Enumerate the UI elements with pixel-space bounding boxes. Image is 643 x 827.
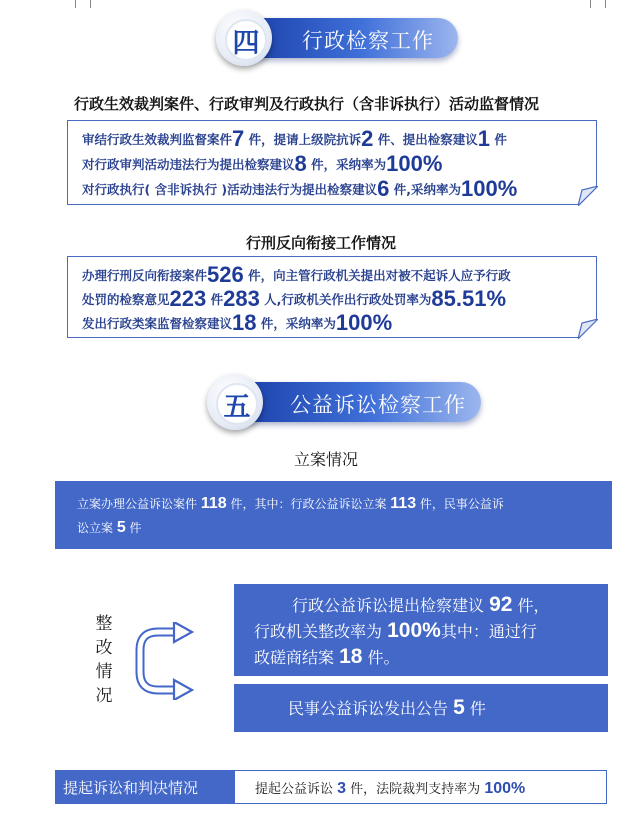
section4-badge-number: 四: [225, 19, 267, 61]
section5-subtitle-filing: 立案情况: [294, 450, 359, 469]
stat-number: 113: [390, 495, 417, 512]
stat-number: 5: [116, 519, 126, 536]
folded-corner-icon: [578, 186, 598, 206]
stat-number: 100%: [386, 151, 443, 176]
section5-badge-number: 五: [216, 383, 258, 425]
supervision-line-1: 审结行政生效裁判监督案件7 件，提请上级院抗诉2 件、提出检察建议1 件: [82, 126, 507, 151]
admin-line-2: 行政机关整改率为 100%其中：通过行: [254, 619, 537, 642]
litigation-line: 提起公益诉讼 3 件，法院裁判支持率为 100%: [255, 780, 526, 797]
cycle-arrow-icon: [134, 622, 196, 700]
rectification-label: 整 改 情 况: [95, 614, 113, 706]
supervision-line-2: 对行政审判活动违法行为提出检察建议8 件，采纳率为100%: [82, 151, 443, 176]
admin-line-3: 政磋商结案 18 件。: [254, 645, 400, 668]
stat-number: 3: [337, 780, 347, 797]
stat-number: 18: [339, 645, 363, 668]
stat-number: 92: [489, 593, 513, 616]
reverse-connection-box: [67, 256, 597, 338]
stat-number: 85.51%: [431, 286, 507, 311]
admin-line-1: 行政公益诉讼提出检察建议 92 件，: [292, 593, 550, 616]
reverse-line-2: 处罚的检察意见223 件283 人,行政机关作出行政处罚率为85.51%: [82, 286, 507, 311]
admin-public-interest-box: [234, 584, 608, 676]
top-divider-right: [590, 0, 591, 8]
stat-number: 5: [453, 696, 465, 719]
section5-title: 公益诉讼检察工作: [290, 393, 466, 417]
civil-line: 民事公益诉讼发出公告 5 件: [288, 696, 486, 719]
folded-corner-icon: [578, 319, 598, 339]
litigation-result-box: [235, 770, 607, 804]
supervision-line-3: 对行政执行( 含非诉执行 )活动违法行为提出检察建议6 件,采纳率为100%: [82, 176, 518, 201]
section4-subtitle-reverse: 行刑反向衔接工作情况: [246, 234, 397, 252]
stat-number: 100%: [335, 310, 393, 335]
stat-number: 6: [377, 176, 390, 201]
stat-number: 1: [477, 126, 490, 151]
stat-number: 526: [207, 262, 244, 287]
stat-number: 100%: [484, 780, 526, 797]
filing-line-1: 立案办理公益诉讼案件 118 件，其中：行政公益诉讼立案 113 件，民事公益诉: [77, 495, 504, 512]
stat-number: 223: [169, 286, 207, 311]
section4-subtitle-supervision: 行政生效裁判案件、行政审判及行政执行（含非诉执行）活动监督情况: [74, 95, 540, 113]
reverse-line-1: 办理行刑反向衔接案件526 件，向主管行政机关提出对被不起诉人应予行政: [82, 262, 511, 287]
stat-number: 2: [361, 126, 374, 151]
filing-summary-box: [55, 481, 612, 549]
supervision-summary-box: [67, 120, 597, 205]
reverse-line-3: 发出行政类案监督检察建议18 件，采纳率为100%: [82, 310, 393, 335]
filing-line-2: 讼立案 5 件: [77, 519, 142, 536]
section5-badge: [207, 374, 263, 430]
top-divider-left-2: [90, 0, 91, 8]
litigation-label: 提起诉讼和判决情况: [63, 779, 199, 797]
stat-number: 7: [232, 126, 245, 151]
section4-badge: [216, 10, 272, 66]
stat-number: 283: [223, 286, 260, 311]
litigation-label-box: [55, 770, 235, 804]
section4-title: 行政检察工作: [302, 29, 434, 53]
stat-number: 100%: [387, 619, 441, 642]
top-divider-left: [75, 0, 76, 8]
stat-number: 100%: [461, 176, 518, 201]
stat-number: 118: [200, 495, 227, 512]
civil-public-interest-box: [234, 684, 608, 732]
top-divider-right-2: [605, 0, 606, 8]
stat-number: 18: [232, 310, 257, 335]
stat-number: 8: [294, 151, 307, 176]
